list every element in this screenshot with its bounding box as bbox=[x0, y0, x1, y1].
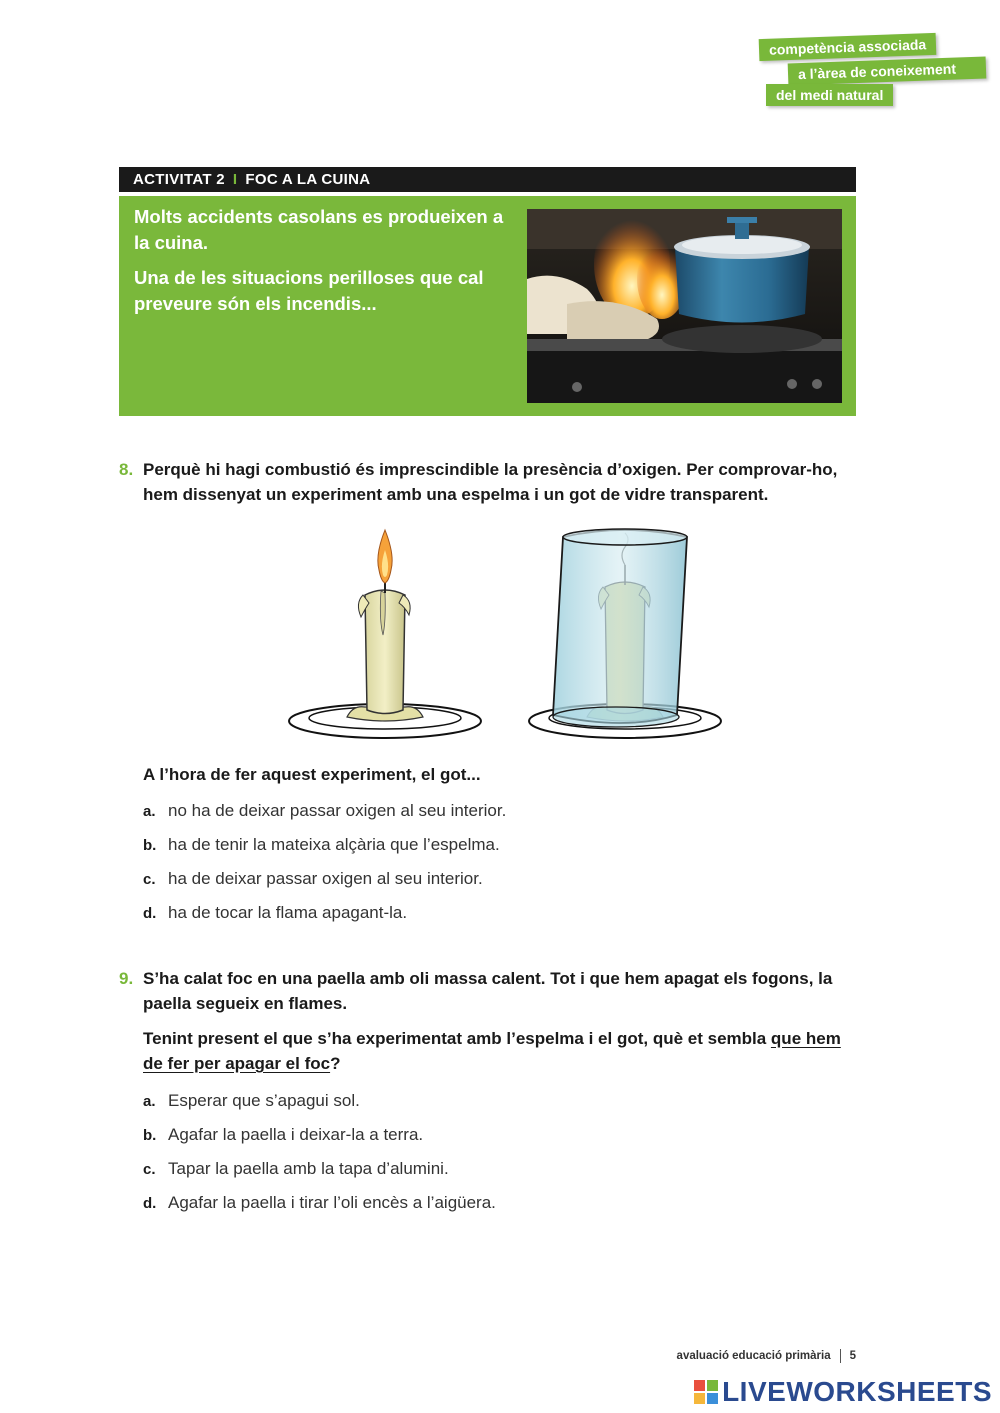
q8-option-b[interactable] bbox=[143, 834, 843, 868]
liveworksheets-logo[interactable] bbox=[694, 1376, 992, 1408]
q8-option-a-text: no ha de deixar passar oxigen al seu interior. bbox=[168, 801, 507, 820]
corner-tag-medi: del medi natural bbox=[766, 84, 893, 106]
q8-option-d-text: ha de tocar la flama apagant-la. bbox=[168, 903, 408, 922]
q9-option-a[interactable] bbox=[143, 1090, 843, 1124]
corner-tag-competencia: competència associada bbox=[759, 33, 937, 61]
activity-label: ACTIVITAT 2 bbox=[133, 171, 225, 188]
activity-header bbox=[119, 167, 856, 192]
q8-option-a[interactable] bbox=[143, 800, 843, 834]
q9-prompt-plain: Tenint present el que s’ha experimentat amb l’espelma i el got, què et sembla bbox=[143, 1029, 771, 1048]
q8-option-d-letter: d. bbox=[143, 905, 157, 922]
q9-option-b-letter: b. bbox=[143, 1127, 157, 1144]
intro-paragraph-1: Molts accidents casolans es produeixen a la cuina. bbox=[134, 206, 504, 253]
q9-option-c-text: Tapar la paella amb la tapa d’alumini. bbox=[168, 1159, 449, 1178]
question-9-options bbox=[143, 1090, 843, 1226]
logo-wordmark: LIVEWORKSHEETS bbox=[722, 1376, 992, 1407]
q9-prompt-underlined: que hem de fer per apagar el foc bbox=[143, 1029, 841, 1073]
q9-option-b-text: Agafar la paella i deixar-la a terra. bbox=[168, 1125, 424, 1144]
intro-box bbox=[119, 196, 856, 416]
question-9-text: S’ha calat foc en una paella amb oli massa calent. Tot i que hem apagat els fogons, la paella segueix en flames. bbox=[143, 969, 833, 1013]
question-8-number: 8. bbox=[119, 460, 134, 479]
question-8-prompt: A l’hora de fer aquest experiment, el got... bbox=[143, 765, 481, 784]
page-footer bbox=[677, 1349, 856, 1363]
lit-candle bbox=[347, 530, 423, 721]
q9-prompt-end: ? bbox=[330, 1054, 341, 1073]
q9-option-c-letter: c. bbox=[143, 1161, 156, 1178]
intro-paragraph-2: Una de les situacions perilloses que cal preveure són els incendis... bbox=[134, 267, 484, 314]
transparent-glass bbox=[553, 529, 687, 727]
q8-option-c[interactable] bbox=[143, 868, 843, 902]
footer-label: avaluació educació primària bbox=[676, 1350, 831, 1363]
q8-option-b-text: ha de tenir la mateixa alçària que l’espelma. bbox=[168, 835, 500, 854]
activity-title: FOC A LA CUINA bbox=[245, 171, 371, 188]
q9-option-a-text: Esperar que s’apagui sol. bbox=[168, 1091, 360, 1110]
q8-option-a-letter: a. bbox=[143, 803, 156, 820]
question-8-text: Perquè hi hagi combustió és imprescindible la presència d’oxigen. Per comprovar-ho, hem dissenyat un experiment amb una espelma i un got de vidre transparent. bbox=[143, 460, 838, 504]
q9-option-d-letter: d. bbox=[143, 1195, 157, 1212]
page-number: 5 bbox=[849, 1350, 856, 1363]
question-9 bbox=[119, 966, 859, 1016]
corner-tag-area: a l’àrea de coneixement bbox=[788, 57, 987, 86]
question-8 bbox=[119, 457, 859, 507]
q8-option-b-letter: b. bbox=[143, 837, 157, 854]
q8-option-c-letter: c. bbox=[143, 871, 156, 888]
q9-option-b[interactable] bbox=[143, 1124, 843, 1158]
q9-option-c[interactable] bbox=[143, 1158, 843, 1192]
q8-option-d[interactable] bbox=[143, 902, 843, 936]
activity-separator: I bbox=[232, 171, 238, 188]
question-8-options bbox=[143, 800, 843, 936]
question-9-number: 9. bbox=[119, 969, 134, 988]
footer-divider bbox=[840, 1349, 841, 1363]
logo-squares-icon bbox=[694, 1380, 718, 1404]
q8-option-c-text: ha de deixar passar oxigen al seu interior. bbox=[168, 869, 483, 888]
q9-option-d[interactable] bbox=[143, 1192, 843, 1226]
candle-experiment-illustration bbox=[285, 525, 725, 750]
kitchen-fire-photo bbox=[527, 209, 842, 403]
intro-text bbox=[134, 204, 514, 326]
q9-option-d-text: Agafar la paella i tirar l’oli encès a l’aigüera. bbox=[168, 1193, 496, 1212]
q9-option-a-letter: a. bbox=[143, 1093, 156, 1110]
question-9-prompt bbox=[143, 1026, 858, 1076]
